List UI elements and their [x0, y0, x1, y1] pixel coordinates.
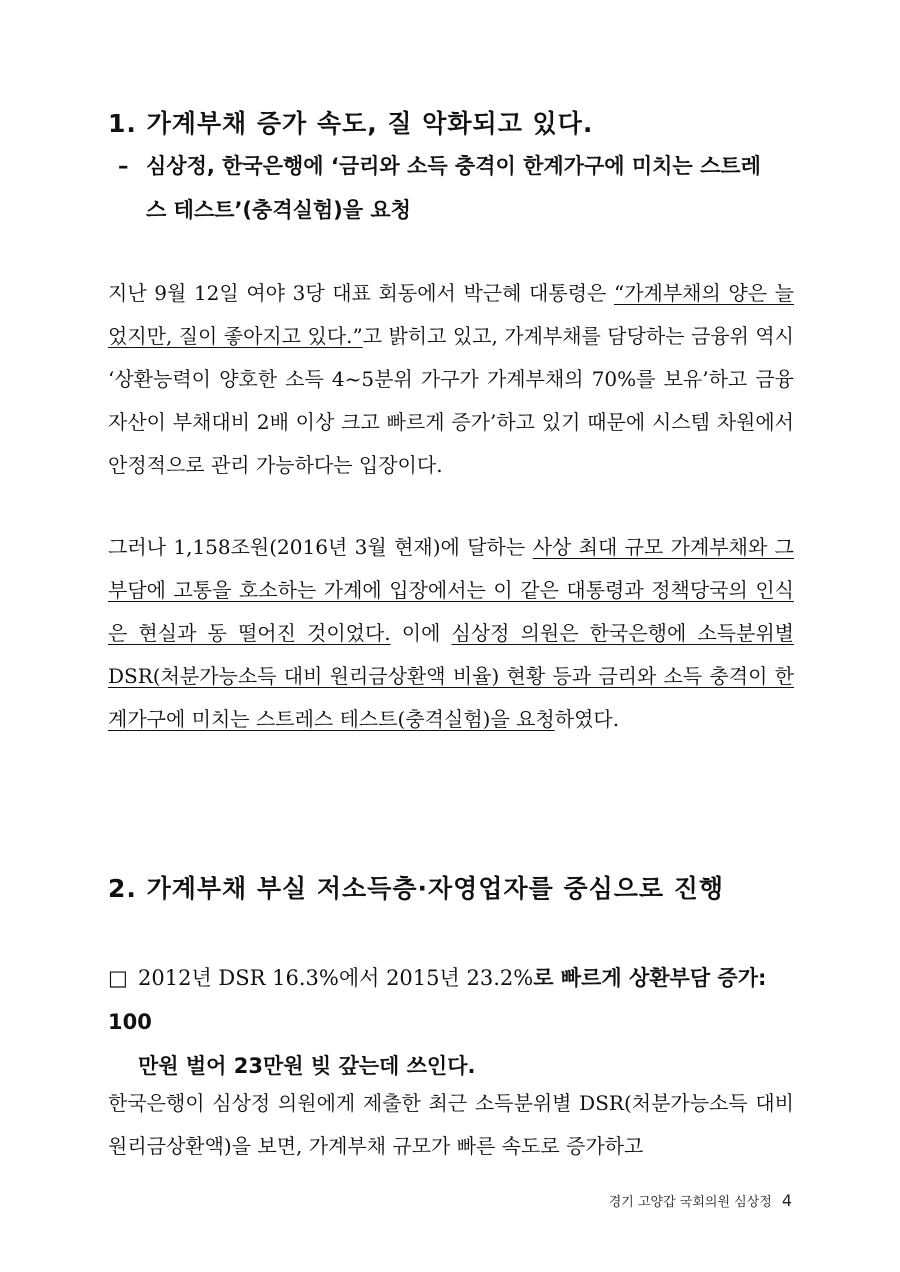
paragraph-1-text-a: 지난 9월 12일 여야 3당 대표 회동에서 박근혜 대통령은 — [108, 281, 614, 305]
square-bullet-icon: □ — [108, 966, 128, 990]
paragraph-1 — [108, 272, 794, 487]
section-1-subheading — [118, 144, 808, 232]
paragraph-3: 한국은행이 심상정 의원에게 제출한 최근 소득분위별 DSR(처분가능소득 대비 원리금상환액)을 보면, 가계부채 규모가 빠른 속도로 증가하고 — [108, 1091, 794, 1158]
box-point-line-2: 만원 벌어 23만원 빚 갚는데 쓰인다. — [138, 1054, 476, 1078]
paragraph-2-underline-1: 사상 최대 규모 가계부채와 그 부담에 고통을 호소하는 가계에 입장에서는 이 같은 대통령과 정책당국의 인식은 현실과 동 떨어진 것이었다. — [108, 535, 794, 645]
subheading-line-2: 스 테스트’(충격실험)을 요청 — [146, 198, 411, 222]
page-footer — [609, 1191, 792, 1210]
paragraph-2-underline-2: 심상정 의원은 한국은행에 소득분위별 DSR(처분가능소득 대비 원리금상환액 비율) 현황 등과 금리와 소득 충격이 한계가구에 미치는 스트레스 테스트(충격실험)을 요청 — [108, 621, 794, 731]
subheading-line-1: 심상정, 한국은행에 ‘금리와 소득 충격이 한계가구에 미치는 스트레 — [146, 154, 761, 178]
paragraph-2-text-c: 하였다. — [554, 707, 620, 731]
paragraph-2-text-b: 이에 — [390, 621, 452, 645]
box-point-text-a: 2012년 DSR 16.3%에서 2015년 23.2% — [138, 966, 534, 990]
box-point-text-b: 로 빠르게 상환부담 증가: 100 — [108, 966, 767, 1034]
paragraph-2-text-a: 그러나 1,158조원(2016년 3월 현재)에 달하는 — [108, 535, 533, 559]
paragraph-1-quote: “가계부채의 양은 늘었지만, 질이 좋아지고 있다.” — [108, 281, 795, 348]
dash-bullet: – — [118, 154, 129, 178]
paragraph-2 — [108, 526, 794, 741]
page-number: 4 — [781, 1191, 792, 1210]
checkbox-point — [108, 956, 798, 1088]
paragraph-1-text-b: 고 밝히고 있고, 가계부채를 담당하는 금융위 역시 ‘상환능력이 양호한 소득 4~5분위 가구가 가계부채의 70%를 보유’하고 금융자산이 부채대비 2배 이상 크고 빠르게 증가’하고 있기 때문에 시스템 차원에서 안정적으로 관리 가능하다는 입장이다. — [108, 324, 794, 477]
section-2-heading: 2. 가계부채 부실 저소득층·자영업자를 중심으로 진행 — [108, 874, 725, 903]
section-1-heading: 1. 가계부채 증가 속도, 질 악화되고 있다. — [108, 109, 594, 138]
footer-text: 경기 고양갑 국회의원 심상정 — [608, 1195, 772, 1210]
